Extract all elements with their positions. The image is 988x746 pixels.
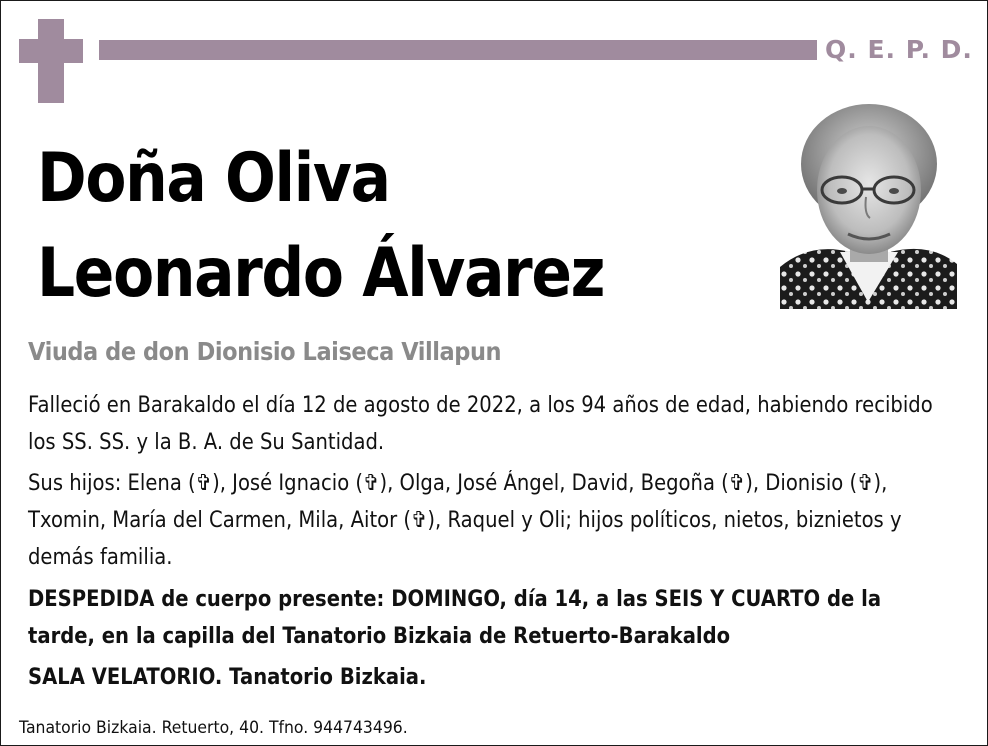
footer-contact: Tanatorio Bizkaia. Retuerto, 40. Tfno. 944743496. — [19, 718, 408, 738]
family-text: Sus hijos: Elena (✞), José Ignacio (✞), Olga, José Ángel, David, Begoña (✞), Dionisio (✞), Txomin, María del Carmen, Mila, Aitor (✞), Raquel y Oli; hijos políticos, nietos, biznietos y demás familia. — [28, 471, 902, 570]
header-rule — [99, 40, 817, 60]
wake-room-text: SALA VELATORIO. Tanatorio Bizkaia. — [28, 665, 427, 690]
death-notice-text: Falleció en Barakaldo el día 12 de agosto de 2022, a los 94 años de edad, habiendo recibido los SS. SS. y la B. A. de Su Santidad. — [28, 393, 933, 455]
cross-icon-horizontal — [19, 39, 83, 63]
qepd-label: Q. E. P. D. — [825, 35, 973, 64]
farewell-text: DESPEDIDA de cuerpo presente: DOMINGO, día 14, a las SEIS Y CUARTO de la tarde, en la capilla del Tanatorio Bizkaia de Retuerto-Barakaldo — [28, 587, 882, 649]
widow-line: Viuda de don Dionisio Laiseca Villapun — [28, 337, 502, 366]
deceased-name — [37, 131, 604, 321]
deceased-photo — [780, 102, 957, 309]
deceased-name-line2: Leonardo Álvarez — [37, 234, 605, 313]
deceased-name-line1: Doña Oliva — [37, 139, 390, 218]
